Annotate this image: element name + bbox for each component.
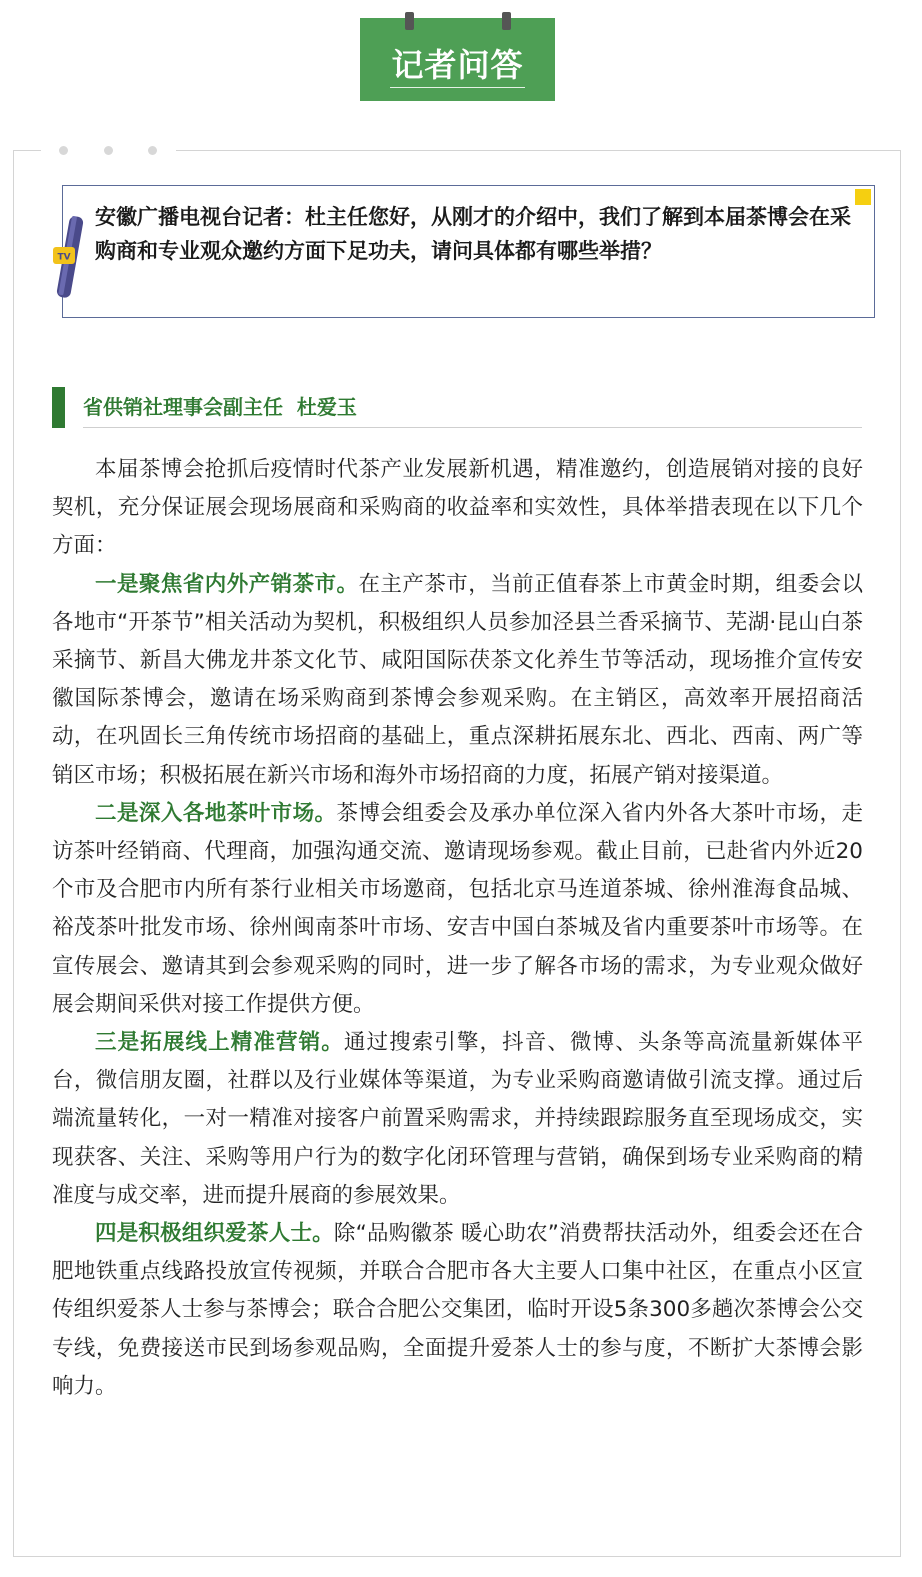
answer-point [52, 1215, 863, 1406]
speaker-divider [83, 427, 862, 428]
answer-intro: 本届茶博会抢抓后疫情时代茶产业发展新机遇，精准邀约，创造展销对接的良好契机，充分保证展会现场展商和采购商的收益率和实效性，具体举措表现在以下几个方面： [52, 457, 863, 559]
decor-dot [148, 146, 157, 155]
speaker-name: 省供销社理事会副主任 杜爱玉 [83, 395, 357, 419]
section-title: 记者问答 [391, 46, 524, 84]
answer-point [52, 566, 863, 795]
point-heading: 二是深入各地茶叶市场。 [95, 800, 337, 826]
badge-pin-right [502, 12, 511, 30]
point-text: 在主产茶市，当前正值春茶上市黄金时期，组委会以各地市“开茶节”相关活动为契机，积极组织人员参加泾县兰香采摘节、芜湖·昆山白茶采摘节、新昌大佛龙井茶文化节、咸阳国际茯茶文化养生节等活动，现场推介宣传安徽国际茶博会，邀请在场采购商到茶博会参观采购。在主销区，高效率开展招商活动，在巩固长三角传统市场招商的基础上，重点深耕拓展东北、西北、西南、两广等销区市场；积极拓展在新兴市场和海外市场招商的力度，拓展产销对接渠道。 [52, 571, 863, 788]
question-text: 安徽广播电视台记者：杜主任您好，从刚才的介绍中，我们了解到本届茶博会在采购商和专业观众邀约方面下足功夫，请问具体都有哪些举措？ [95, 205, 851, 263]
decor-dot [104, 146, 113, 155]
decor-dot [59, 146, 68, 155]
title-underline [390, 87, 525, 88]
section-badge [360, 18, 555, 101]
answer-point [52, 795, 863, 1024]
point-text: 除“品购徽茶 暖心助农”消费帮扶活动外，组委会还在合肥地铁重点线路投放宣传视频，并联合合肥市各大主要人口集中社区，在重点小区宣传组织爱茶人士参与茶博会；联合合肥公交集团，临时开设5条300多趟次茶博会公交专线，免费接送市民到场参观品购，全面提升爱茶人士的参与度，不断扩大茶博会影响力。 [52, 1221, 863, 1399]
answer-point [52, 1024, 863, 1215]
question-box [62, 185, 875, 318]
point-heading: 三是拓展线上精准营销。 [95, 1030, 344, 1056]
microphone-icon [50, 212, 84, 298]
point-text: 通过搜索引擎，抖音、微博、头条等高流量新媒体平台，微信朋友圈，社群以及行业媒体等渠道，为专业采购商邀请做引流支撑。通过后端流量转化，一对一精准对接客户前置采购需求，并持续跟踪服务直至现场成交，实现获客、关注、采购等用户行为的数字化闭环管理与营销，确保到场专业采购商的精准度与成交率，进而提升展商的参展效果。 [52, 1030, 863, 1208]
answer-body [52, 451, 863, 1406]
frame-top-line [176, 150, 901, 151]
point-text: 茶博会组委会及承办单位深入省内外各大茶叶市场，走访茶叶经销商、代理商，加强沟通交流、邀请现场参观。截止目前，已赴省内外近20个市及合肥市内所有茶行业相关市场邀商，包括北京马连道茶城、徐州淮海食品城、裕茂茶叶批发市场、徐州闽南茶叶市场、安吉中国白茶城及省内重要茶叶市场等。在宣传展会、邀请其到会参观采购的同时，进一步了解各市场的需求，为专业观众做好展会期间采供对接工作提供方便。 [52, 800, 863, 1017]
corner-square [855, 189, 871, 205]
mic-label: TV [57, 252, 71, 263]
frame-top-line [13, 150, 41, 151]
badge-pin-left [405, 12, 414, 30]
speaker-accent-bar [52, 387, 65, 428]
point-heading: 四是积极组织爱茶人士。 [95, 1221, 334, 1247]
point-heading: 一是聚焦省内外产销茶市。 [95, 571, 359, 597]
